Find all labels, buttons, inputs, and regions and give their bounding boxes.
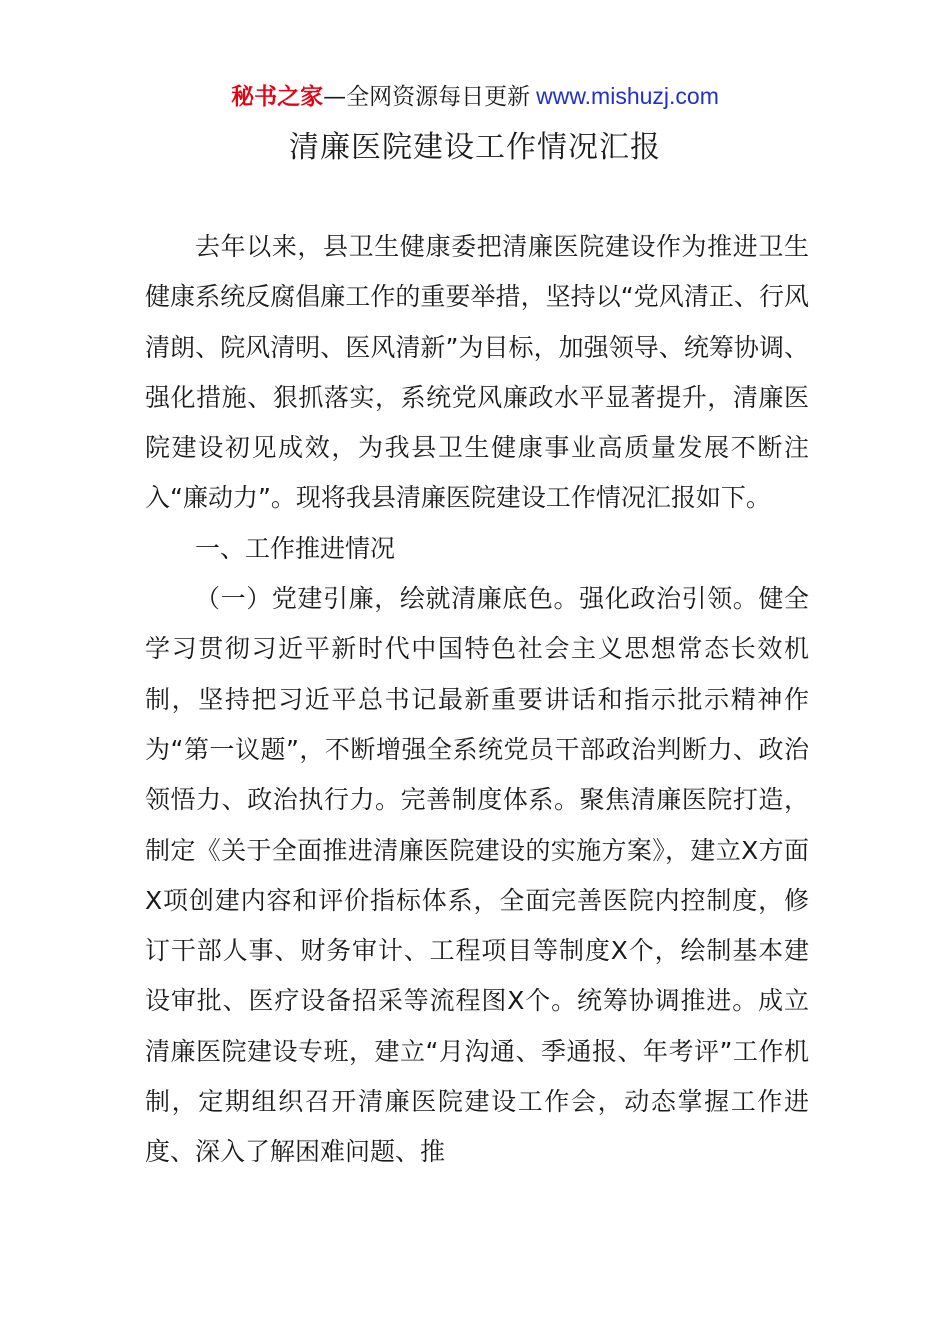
site-url-link[interactable]: www.mishuzj.com <box>536 83 719 109</box>
paragraph-party-building: （一）党建引廉，绘就清廉底色。强化政治引领。健全学习贯彻习近平新时代中国特色社会主义思想常态长效机制，坚持把习近平总书记最新重要讲话和指示批示精神作为“第一议题”，不断增强全系统党员干部政治判断力、政治领悟力、政治执行力。完善制度体系。聚焦清廉医院打造，制定《关于全面推进清廉医院建设的实施方案》，建立X方面X项创建内容和评价指标体系，全面完善医院内控制度，修订干部人事、财务审计、工程项目等制度X个，绘制基本建设审批、医疗设备招采等流程图X个。统筹协调推进。成立清廉医院建设专班，建立“月沟通、季通报、年考评”工作机制，定期组织召开清廉医院建设工作会，动态掌握工作进度、深入了解困难问题、推 <box>145 584 809 1167</box>
paragraph-intro: 去年以来，县卫生健康委把清廉医院建设作为推进卫生健康系统反腐倡廉工作的重要举措，坚持以“党风清正、行风清朗、院风清明、医风清新”为目标，加强领导、统筹协调、强化措施、狠抓落实，系统党风廉政水平显著提升，清廉医院建设初见成效，为我县卫生健康事业高质量发展不断注入“廉动力”。现将我县清廉医院建设工作情况汇报如下。 <box>145 232 809 513</box>
site-header-banner <box>0 80 950 113</box>
site-brand-name: 秘书之家 <box>231 84 324 110</box>
document-body <box>145 222 809 1178</box>
document-title: 清廉医院建设工作情况汇报 <box>289 130 661 165</box>
site-tagline: —全网资源每日更新 <box>323 84 531 110</box>
section-heading-work-progress: 一、工作推进情况 <box>195 533 396 563</box>
